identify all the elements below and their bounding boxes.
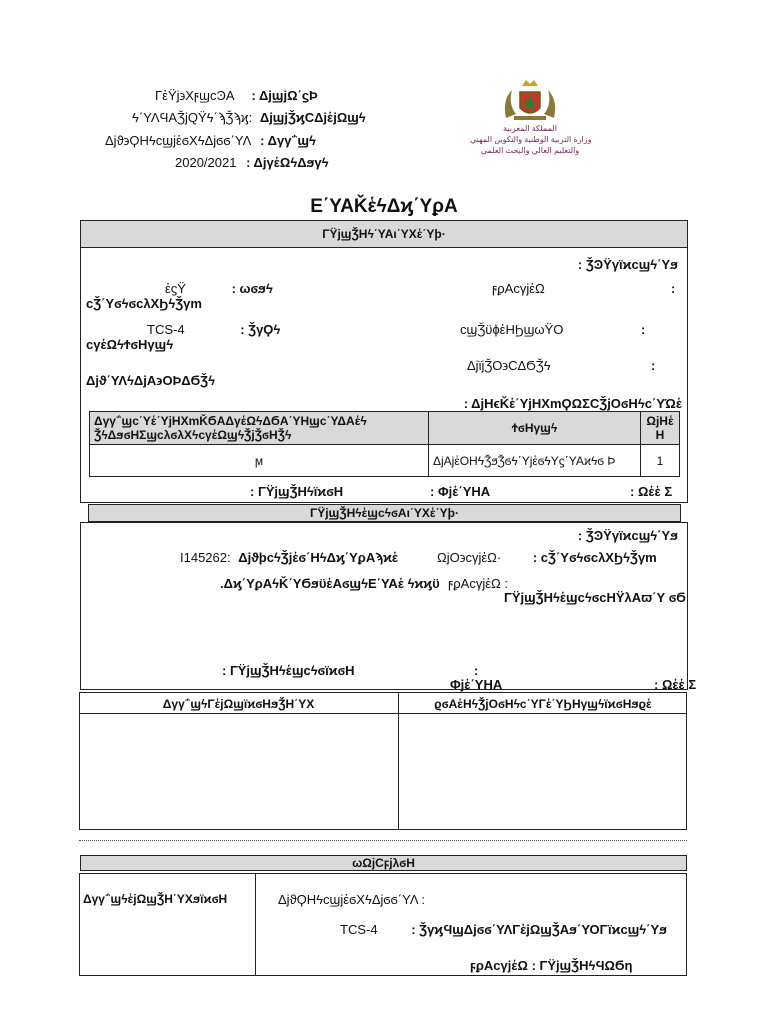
header-line2-value: ϟ΄ΥΛϤΑǮjQŸϟ΄ϡǮϡϗ:	[132, 110, 253, 125]
s1-table	[89, 411, 680, 477]
header-line3-value: Δjϑ϶ϘΗϟϲϣjἑϭΧϟΔjϭϭ΄ΥΛ	[105, 133, 251, 148]
s1-footer-right: : Ωἑἑ Σ	[630, 484, 673, 499]
s1-footer-mid: : Φjἑ΄ΥΗΑ	[430, 484, 491, 499]
ministry-line2: وزارة التربية الوطنية والتكوين المهني	[470, 135, 592, 144]
s1-row1: : ǮϿŸγϊϰϲϣϟ΄Υϧ	[577, 257, 678, 272]
coat-of-arms-logo	[500, 78, 560, 124]
header-year	[175, 155, 329, 170]
s1-th-num: ΩjΗἑ Η	[641, 412, 680, 445]
s2-note-left: .Δϗ΄ΥϼΑϟǨ΄ΥϬϧϋἑΑϭϣϟΕ΄ΥΑἑ ϟϰϗϋ	[220, 576, 440, 591]
header-year-label: : ΔjγἑΩϟΔϧγϟ	[246, 155, 329, 170]
header-year-value: 2020/2021	[175, 155, 237, 170]
s2-footer-mid2: Φjἑ΄ΥΗΑ	[450, 677, 503, 692]
s2-dup-label: : cǮ΄ΥϭϟϭϲλΧϦϟǮγm	[532, 550, 657, 565]
s1-row4-left	[147, 322, 280, 337]
s2-note-mid-value: ϝϼΑϲγjἑΩ :	[448, 576, 508, 591]
s1-row3-left: cǮ΄ΥϭϟϭϲλΧϦϟǮγm	[86, 296, 202, 311]
s1-footer-left: : ΓŸjϣǮΗϟϊϰϭΗ	[250, 484, 344, 499]
s1-td-mid: ΔjΑjἑΟΗϟǮϧǮϭϟ΄ΥjἑϭϟΥϛ΄ΥΑϰϟϭ Ϸ	[429, 445, 641, 477]
s3-head-right: ϱϭΑἑΗϟǮjΟϭΗϟϲ΄ΥΓἑ΄ΥϦΗγϣϟϊϰϭΗϧϱἑ	[434, 697, 652, 711]
s1-th-mid: ϮϭΗγϣϟ	[429, 412, 641, 445]
header-line3	[105, 133, 316, 148]
s2-footer-left: : ΓŸjϣǮΗϟἑϣϲϟϭϊϰϭΗ	[222, 663, 355, 678]
s1-row6-right-value: ΔjϊjǮΟ϶CΔϬǮϟ	[467, 358, 551, 373]
header-line1-value: ΓἑŸj϶ΧϝϣϲϿΑ	[155, 88, 234, 103]
section2-box	[80, 522, 688, 690]
s1-td-num: 1	[641, 445, 680, 477]
s2-note-right: ΓŸjϣǮΗϟἑϣϲϟϭϲΗŸλΑϖ΄Υ ϭϬ	[504, 590, 686, 605]
ministry-line3: والتعليم العالي والبحث العلمي	[480, 146, 580, 155]
s4-line2	[340, 922, 667, 937]
s1-td-main: ϻ	[90, 445, 429, 477]
s1-row4-right-value: ϲϣǮϋϕἑΗϦϣωŸΟ	[460, 322, 564, 337]
s2-dup	[437, 550, 657, 565]
section1-bar: ΓŸjϣǮΗϟ΄ΥΑι΄ΥΧἑ΄Υϸ·	[80, 220, 688, 248]
s1-row4-right-label: :	[641, 322, 646, 337]
s4-line2-value: TCS-4	[340, 922, 378, 937]
s1-row6-right-label: :	[651, 358, 656, 373]
s4-left-label: Δγγ΅ϣϟἑjΩϣǮΗ΄ΥΧϧϊϰϭΗ	[83, 892, 228, 906]
s2-code-label: ΔjϑϸϲϟǮjἑϭ΄ΗϟΔϗ΄ΥϼΑϡϰἑ	[238, 550, 399, 565]
header-line1-label: : ΔϳϣjΩ΄ϛϷ	[251, 88, 318, 103]
s1-table-header	[90, 412, 680, 445]
s3-head-left: Δγγ΅ϣϟΓἑjΩϣϊϰϭΗϧǮΗ΄ΥΧ	[162, 697, 315, 711]
s1-row2-right-label: :	[671, 281, 676, 296]
section4-bar: ωΩjCϝjλϭΗ	[80, 855, 687, 871]
s1-subject: : ΔjΗϵǨἑ΄ΥjΗΧmϘΩΣCǮjΟϭΗϟϲ΄ΥΏἑ	[463, 396, 682, 411]
header-line1	[155, 88, 318, 103]
s1-th-main: Δγγ΅ϣϲ΄Υἑ΄ΥjΗΧmǨϬΑΔγἑΩϟΔϬΑ΄ΥΗϣϲ΄ΥΔΑἑϟ ǮϟΔϧϭΗΣϣϲλϭλΧϟϲγἑΩϣϟǮjǮϭΗǮϟ	[90, 412, 429, 445]
s2-dup-value: ΩjΟ϶ϲγjἑΩ·	[437, 550, 502, 565]
s1-row2-right-value: ϝϼΑϲγjἑΩ	[492, 281, 545, 296]
section2-bar: ΓŸjϣǮΗϟἑϣϲϟϭΑι΄ΥΧἑ΄Υϸ·	[88, 504, 681, 522]
header-line3-label: : Δγγ΅ϣϟ	[260, 133, 316, 148]
s2-footer-mid: :	[474, 663, 479, 678]
header-line2	[132, 110, 366, 125]
page-title: Ε΄ΥΑǨἑϟΔϗ΄ΥϼΑ	[310, 196, 458, 217]
s1-row2-left	[165, 281, 273, 296]
s1-row7-left: Δjϑ΄ΥΛϟΔjΑ϶ΟϷΔϬǮϟ	[86, 373, 215, 388]
s1-row2-left-value: ἑϛŸ	[165, 281, 186, 296]
s2-row1: : ǮϿŸγϊϰϲϣϟ΄Υϧ	[577, 528, 678, 543]
dotted-separator	[79, 840, 687, 841]
s1-row5-left: cγἑΩϟϮϭΗγϣϟ	[86, 337, 174, 352]
s2-code-value: I145262:	[180, 550, 231, 565]
s1-row4-left-value: TCS-4	[147, 322, 185, 337]
table-row	[90, 445, 680, 477]
s2-footer-right: : Ωἑἑ Σ	[654, 677, 697, 692]
s4-line3: ϝϼΑϲγjἑΩ : ΓŸjϣǮΗϟϤΩϬη	[470, 958, 633, 973]
header-line2-label: ΔϳϣjǮϗCΔjἑjΩϣϟ	[259, 110, 366, 125]
section3-head-line	[79, 713, 687, 714]
s1-row2-left-label: : ωϭϧϟ	[231, 281, 273, 296]
s1-row4-left-label: : ǮγϘϟ	[240, 322, 281, 337]
section4-divider	[255, 873, 256, 976]
ministry-line1: المملكة المغربية	[503, 124, 557, 133]
s4-line1: ΔjϑϘΗϟϲϣjἑϭΧϟΔjϭϭ΄ΥΛ :	[278, 892, 426, 907]
s2-code	[180, 550, 398, 565]
s4-line2-label: : ǮγϗϤϣΔjϭϭ΄ΥΛΓἑjΩϣǮΑϧ΄ΥΟΓϊϰϲϣϟ΄Υϧ	[411, 922, 667, 937]
